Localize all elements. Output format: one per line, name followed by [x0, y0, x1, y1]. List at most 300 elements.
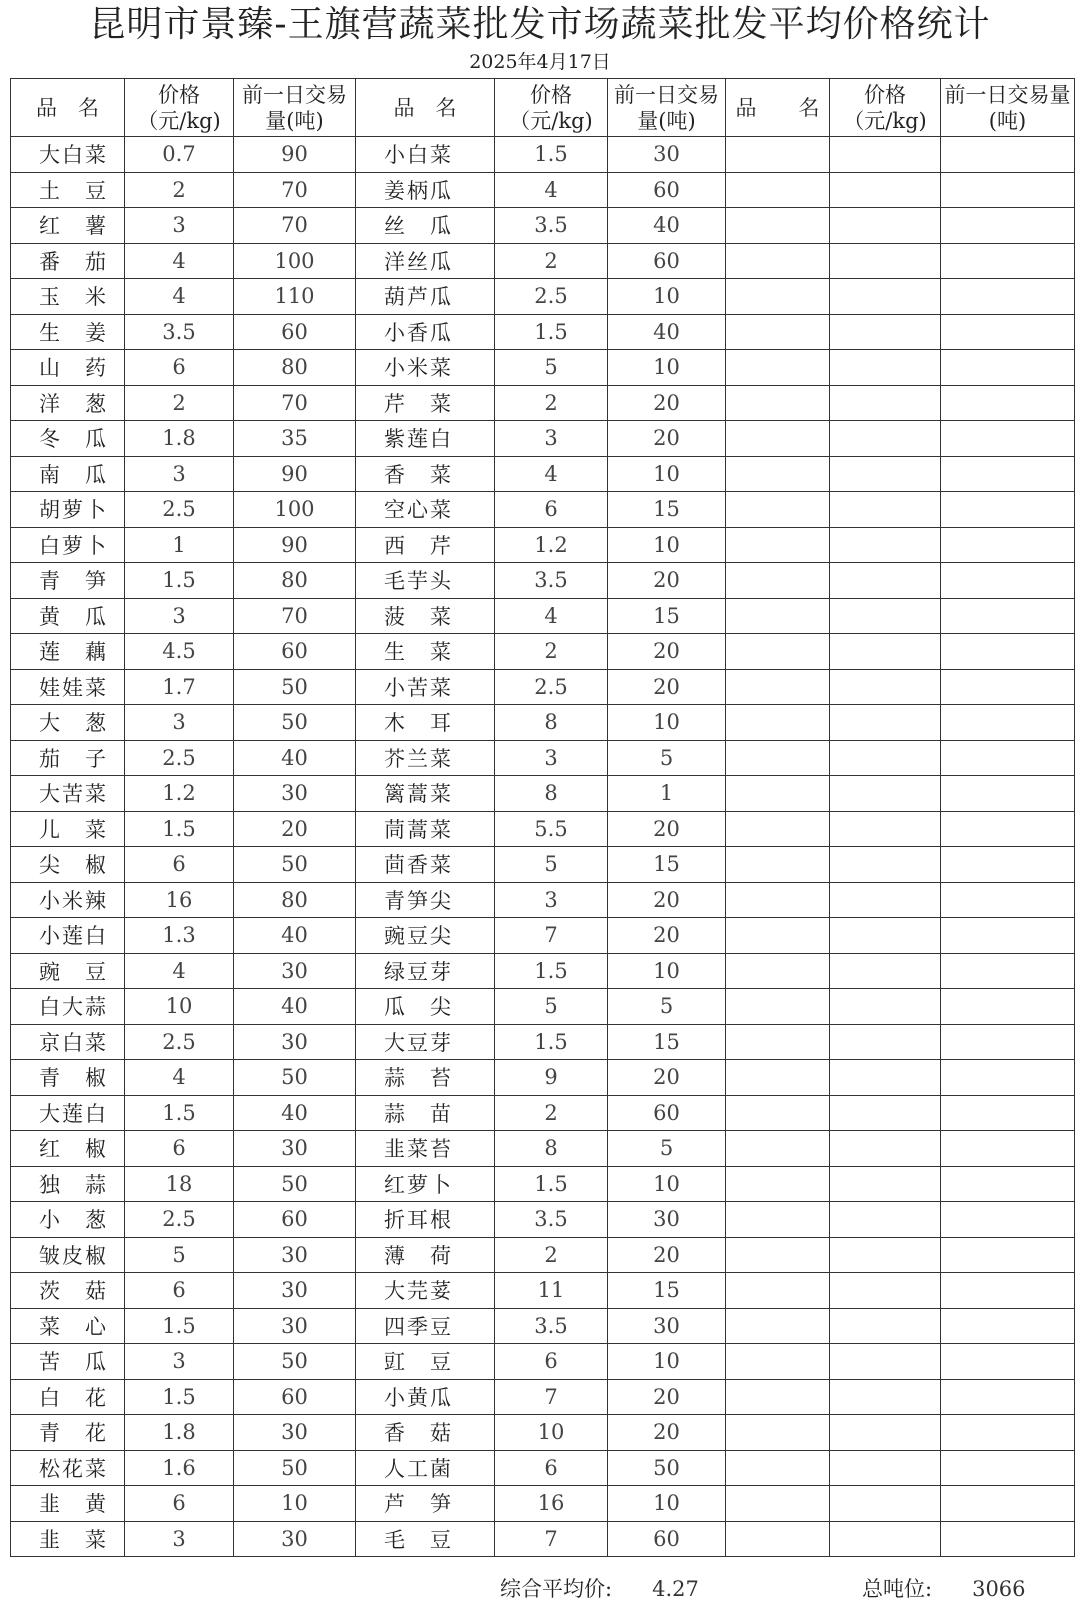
cell-volume: [941, 847, 1075, 883]
cell-volume: 15: [608, 847, 726, 883]
cell-volume: 35: [234, 421, 356, 457]
cell-volume: [941, 634, 1075, 670]
cell-name: [726, 918, 830, 954]
cell-name: [726, 1450, 830, 1486]
cell-price: 2: [495, 1237, 608, 1273]
cell-volume: 5: [608, 1131, 726, 1167]
cell-volume: [941, 1202, 1075, 1238]
header-name: 品 名: [726, 79, 830, 137]
cell-volume: 30: [234, 1131, 356, 1167]
cell-name: 青 椒: [11, 1060, 125, 1096]
cell-price: [830, 1415, 941, 1451]
cell-price: [830, 1060, 941, 1096]
cell-price: 6: [495, 1450, 608, 1486]
cell-volume: [941, 527, 1075, 563]
cell-name: 儿 菜: [11, 811, 125, 847]
cell-price: 1.5: [125, 811, 234, 847]
cell-price: [830, 811, 941, 847]
cell-volume: 50: [234, 705, 356, 741]
average-price-label: 综合平均价:: [500, 1577, 613, 1601]
cell-name: 小白菜: [356, 137, 495, 173]
cell-name: [726, 1415, 830, 1451]
cell-price: 10: [495, 1415, 608, 1451]
cell-name: [726, 989, 830, 1025]
cell-price: 2.5: [125, 1024, 234, 1060]
cell-price: [830, 137, 941, 173]
cell-volume: [941, 776, 1075, 812]
cell-volume: 70: [234, 598, 356, 634]
cell-volume: 40: [234, 740, 356, 776]
cell-name: 红萝卜: [356, 1166, 495, 1202]
cell-price: [830, 598, 941, 634]
cell-name: [726, 385, 830, 421]
cell-volume: 60: [234, 314, 356, 350]
cell-name: [726, 740, 830, 776]
cell-price: [830, 1095, 941, 1131]
header-price: 价格（元/kg): [830, 79, 941, 137]
cell-name: 香 菜: [356, 456, 495, 492]
cell-price: 6: [495, 1344, 608, 1380]
cell-price: [830, 705, 941, 741]
table-row: [11, 1095, 1075, 1131]
cell-price: 10: [125, 989, 234, 1025]
cell-name: 京白菜: [11, 1024, 125, 1060]
cell-name: 红 椒: [11, 1131, 125, 1167]
cell-price: [830, 918, 941, 954]
cell-name: 苦 瓜: [11, 1344, 125, 1380]
cell-price: [830, 385, 941, 421]
cell-name: 青 笋: [11, 563, 125, 599]
cell-volume: 40: [234, 989, 356, 1025]
header-volume: 前一日交易量(吨): [234, 79, 356, 137]
cell-name: 大莲白: [11, 1095, 125, 1131]
cell-price: [830, 953, 941, 989]
cell-volume: 10: [608, 279, 726, 315]
cell-price: 2: [495, 243, 608, 279]
cell-price: 3.5: [495, 1308, 608, 1344]
cell-name: 大 葱: [11, 705, 125, 741]
cell-volume: 20: [608, 1415, 726, 1451]
cell-name: 大白菜: [11, 137, 125, 173]
cell-price: [830, 1166, 941, 1202]
cell-name: [726, 1308, 830, 1344]
cell-name: [726, 208, 830, 244]
cell-name: 人工菌: [356, 1450, 495, 1486]
table-row: [11, 527, 1075, 563]
cell-name: [726, 527, 830, 563]
cell-volume: [941, 563, 1075, 599]
cell-name: 瓜 尖: [356, 989, 495, 1025]
report-date: 2025年4月17日: [469, 51, 611, 73]
cell-name: [726, 1202, 830, 1238]
cell-price: 3.5: [495, 563, 608, 599]
cell-price: [830, 456, 941, 492]
cell-volume: 30: [234, 1521, 356, 1557]
header-name: 品 名: [356, 79, 495, 137]
cell-price: 6: [125, 1131, 234, 1167]
cell-name: 菜 心: [11, 1308, 125, 1344]
cell-name: 四季豆: [356, 1308, 495, 1344]
cell-price: 4: [125, 243, 234, 279]
cell-volume: [941, 385, 1075, 421]
cell-name: [726, 811, 830, 847]
cell-volume: 70: [234, 172, 356, 208]
cell-price: [830, 1308, 941, 1344]
cell-price: 2: [495, 634, 608, 670]
cell-price: [830, 1521, 941, 1557]
cell-volume: [941, 137, 1075, 173]
cell-price: 2.5: [125, 492, 234, 528]
cell-name: [726, 243, 830, 279]
cell-volume: 10: [608, 705, 726, 741]
table-row: [11, 1486, 1075, 1522]
cell-price: 2: [125, 385, 234, 421]
cell-price: [830, 279, 941, 315]
price-table: [10, 78, 1075, 1557]
cell-price: [830, 1344, 941, 1380]
cell-volume: [941, 1273, 1075, 1309]
cell-price: 4: [495, 456, 608, 492]
cell-name: [726, 1131, 830, 1167]
cell-volume: 60: [234, 634, 356, 670]
cell-price: 1.2: [125, 776, 234, 812]
cell-price: [830, 1450, 941, 1486]
cell-volume: [941, 1415, 1075, 1451]
cell-price: 6: [125, 1486, 234, 1522]
cell-volume: [941, 740, 1075, 776]
cell-name: 洋 葱: [11, 385, 125, 421]
cell-volume: 90: [234, 137, 356, 173]
cell-name: 白大蒜: [11, 989, 125, 1025]
cell-name: 山 药: [11, 350, 125, 386]
cell-name: [726, 1521, 830, 1557]
cell-price: 1.5: [495, 953, 608, 989]
cell-name: [726, 350, 830, 386]
table-row: [11, 279, 1075, 315]
cell-price: [830, 989, 941, 1025]
cell-name: 大苦菜: [11, 776, 125, 812]
cell-volume: 50: [234, 847, 356, 883]
cell-volume: 10: [608, 1166, 726, 1202]
cell-volume: 50: [234, 669, 356, 705]
cell-price: [830, 421, 941, 457]
cell-name: [726, 1095, 830, 1131]
cell-price: 1.8: [125, 421, 234, 457]
table-row: [11, 385, 1075, 421]
cell-name: 胡萝卜: [11, 492, 125, 528]
cell-name: 黄 瓜: [11, 598, 125, 634]
cell-volume: 30: [234, 1273, 356, 1309]
cell-price: [830, 1486, 941, 1522]
table-row: [11, 740, 1075, 776]
cell-volume: 20: [608, 811, 726, 847]
average-price-value: 4.27: [652, 1577, 699, 1601]
cell-price: 4: [125, 279, 234, 315]
cell-price: [830, 847, 941, 883]
cell-volume: 30: [234, 1024, 356, 1060]
cell-volume: 20: [608, 421, 726, 457]
cell-name: 小莲白: [11, 918, 125, 954]
table-row: [11, 1131, 1075, 1167]
cell-price: 5: [125, 1237, 234, 1273]
cell-price: 4: [495, 172, 608, 208]
cell-price: 3: [125, 456, 234, 492]
cell-name: 韭 黄: [11, 1486, 125, 1522]
cell-volume: 20: [608, 1379, 726, 1415]
cell-price: 18: [125, 1166, 234, 1202]
cell-volume: [941, 705, 1075, 741]
cell-volume: 80: [234, 350, 356, 386]
cell-volume: 20: [608, 1060, 726, 1096]
cell-name: 番 茄: [11, 243, 125, 279]
cell-name: [726, 1237, 830, 1273]
cell-name: [726, 1344, 830, 1380]
cell-volume: 30: [608, 1202, 726, 1238]
cell-price: 7: [495, 918, 608, 954]
cell-price: 5.5: [495, 811, 608, 847]
table-row: [11, 1237, 1075, 1273]
cell-volume: [941, 1521, 1075, 1557]
cell-volume: 60: [608, 1521, 726, 1557]
cell-name: 松花菜: [11, 1450, 125, 1486]
cell-volume: 30: [234, 1415, 356, 1451]
table-row: [11, 243, 1075, 279]
total-tonnage: [862, 1575, 1026, 1603]
cell-volume: 90: [234, 456, 356, 492]
cell-name: 西 芹: [356, 527, 495, 563]
cell-volume: 30: [234, 953, 356, 989]
cell-volume: [941, 669, 1075, 705]
cell-price: 6: [495, 492, 608, 528]
cell-name: 青 花: [11, 1415, 125, 1451]
cell-name: 土 豆: [11, 172, 125, 208]
table-row: [11, 1308, 1075, 1344]
cell-name: [726, 1273, 830, 1309]
cell-name: 生 菜: [356, 634, 495, 670]
cell-volume: 30: [234, 776, 356, 812]
cell-name: 小苦菜: [356, 669, 495, 705]
cell-name: 紫莲白: [356, 421, 495, 457]
table-row: [11, 776, 1075, 812]
cell-name: [726, 456, 830, 492]
cell-volume: [941, 172, 1075, 208]
cell-price: 4: [125, 1060, 234, 1096]
cell-price: 3: [495, 421, 608, 457]
cell-price: 1.5: [495, 1024, 608, 1060]
table-row: [11, 705, 1075, 741]
cell-name: 小米辣: [11, 882, 125, 918]
cell-volume: 5: [608, 989, 726, 1025]
cell-volume: [941, 456, 1075, 492]
cell-name: [726, 137, 830, 173]
cell-name: 娃娃菜: [11, 669, 125, 705]
cell-price: [830, 208, 941, 244]
cell-price: 5: [495, 847, 608, 883]
cell-name: 冬 瓜: [11, 421, 125, 457]
cell-name: 茴香菜: [356, 847, 495, 883]
table-row: [11, 811, 1075, 847]
cell-volume: [941, 1024, 1075, 1060]
cell-volume: [941, 1486, 1075, 1522]
cell-volume: [941, 1344, 1075, 1380]
cell-name: 薄 荷: [356, 1237, 495, 1273]
cell-price: 1.5: [125, 563, 234, 599]
cell-volume: 10: [608, 1486, 726, 1522]
cell-price: 1.5: [495, 137, 608, 173]
cell-volume: 60: [608, 172, 726, 208]
cell-price: 1.3: [125, 918, 234, 954]
cell-volume: 60: [608, 243, 726, 279]
cell-name: 玉 米: [11, 279, 125, 315]
cell-name: 南 瓜: [11, 456, 125, 492]
cell-price: 8: [495, 1131, 608, 1167]
cell-name: 菠 菜: [356, 598, 495, 634]
total-tonnage-value: 3066: [972, 1577, 1026, 1601]
cell-name: 豌 豆: [11, 953, 125, 989]
cell-name: [726, 847, 830, 883]
cell-price: 0.7: [125, 137, 234, 173]
cell-volume: [941, 1450, 1075, 1486]
cell-price: 6: [125, 350, 234, 386]
cell-volume: 30: [234, 1237, 356, 1273]
cell-price: 3: [495, 882, 608, 918]
cell-name: [726, 1486, 830, 1522]
average-price: [500, 1575, 699, 1603]
cell-volume: 20: [608, 669, 726, 705]
cell-price: 9: [495, 1060, 608, 1096]
table-row: [11, 1344, 1075, 1380]
cell-name: 绿豆芽: [356, 953, 495, 989]
cell-volume: 15: [608, 598, 726, 634]
cell-price: 7: [495, 1521, 608, 1557]
cell-name: 毛 豆: [356, 1521, 495, 1557]
cell-name: [726, 172, 830, 208]
table-row: [11, 847, 1075, 883]
cell-price: [830, 1202, 941, 1238]
table-row: [11, 1024, 1075, 1060]
cell-name: 小 葱: [11, 1202, 125, 1238]
cell-name: [726, 314, 830, 350]
cell-volume: [941, 1308, 1075, 1344]
cell-name: 皱皮椒: [11, 1237, 125, 1273]
cell-price: [830, 350, 941, 386]
table-row: [11, 918, 1075, 954]
table-row: [11, 1521, 1075, 1557]
cell-price: 3: [125, 208, 234, 244]
cell-volume: 10: [608, 953, 726, 989]
cell-price: 6: [125, 847, 234, 883]
cell-price: [830, 527, 941, 563]
cell-volume: 15: [608, 492, 726, 528]
cell-price: 16: [125, 882, 234, 918]
cell-name: 芥兰菜: [356, 740, 495, 776]
cell-name: [726, 421, 830, 457]
cell-volume: 30: [608, 1308, 726, 1344]
cell-volume: 60: [608, 1095, 726, 1131]
cell-name: 尖 椒: [11, 847, 125, 883]
cell-name: [726, 882, 830, 918]
cell-price: [830, 1131, 941, 1167]
table-row: [11, 634, 1075, 670]
cell-price: 1.5: [495, 1166, 608, 1202]
cell-name: 韭菜苔: [356, 1131, 495, 1167]
cell-name: 丝 瓜: [356, 208, 495, 244]
cell-price: 3: [125, 1344, 234, 1380]
cell-name: 青笋尖: [356, 882, 495, 918]
cell-price: [830, 1379, 941, 1415]
cell-price: 1.7: [125, 669, 234, 705]
table-row: [11, 598, 1075, 634]
cell-volume: [941, 492, 1075, 528]
cell-price: 2.5: [125, 1202, 234, 1238]
cell-volume: [941, 989, 1075, 1025]
table-row: [11, 882, 1075, 918]
cell-volume: [941, 918, 1075, 954]
table-row: [11, 137, 1075, 173]
cell-volume: 1: [608, 776, 726, 812]
header-name: 品 名: [11, 79, 125, 137]
cell-name: 白萝卜: [11, 527, 125, 563]
header-volume: 前一日交易量(吨): [941, 79, 1075, 137]
cell-price: [830, 1024, 941, 1060]
cell-price: 3: [495, 740, 608, 776]
cell-name: [726, 705, 830, 741]
cell-price: 16: [495, 1486, 608, 1522]
cell-volume: 10: [608, 527, 726, 563]
cell-price: [830, 243, 941, 279]
cell-price: 4: [125, 953, 234, 989]
cell-name: 莲 藕: [11, 634, 125, 670]
cell-name: 葫芦瓜: [356, 279, 495, 315]
cell-price: 3.5: [125, 314, 234, 350]
cell-price: 5: [495, 350, 608, 386]
cell-volume: 20: [234, 811, 356, 847]
cell-price: 3: [125, 598, 234, 634]
cell-price: 1.2: [495, 527, 608, 563]
cell-name: 大芫荽: [356, 1273, 495, 1309]
cell-name: 豇 豆: [356, 1344, 495, 1380]
cell-name: [726, 1379, 830, 1415]
cell-volume: 50: [608, 1450, 726, 1486]
cell-volume: [941, 1095, 1075, 1131]
cell-price: 1.5: [495, 314, 608, 350]
cell-price: 1.6: [125, 1450, 234, 1486]
cell-price: 7: [495, 1379, 608, 1415]
cell-volume: [941, 882, 1075, 918]
cell-volume: [941, 279, 1075, 315]
table-row: [11, 492, 1075, 528]
cell-name: 蒜 苔: [356, 1060, 495, 1096]
cell-price: [830, 314, 941, 350]
header-row: [11, 79, 1075, 137]
cell-volume: 20: [608, 385, 726, 421]
cell-volume: 80: [234, 882, 356, 918]
cell-price: [830, 492, 941, 528]
cell-volume: [941, 811, 1075, 847]
table-row: [11, 1166, 1075, 1202]
cell-price: [830, 882, 941, 918]
cell-volume: [941, 1060, 1075, 1096]
cell-volume: 10: [608, 1344, 726, 1380]
cell-price: 3.5: [495, 1202, 608, 1238]
cell-price: 1.5: [125, 1308, 234, 1344]
cell-name: [726, 953, 830, 989]
cell-name: [726, 279, 830, 315]
table-row: [11, 953, 1075, 989]
cell-price: 11: [495, 1273, 608, 1309]
cell-volume: [941, 1379, 1075, 1415]
cell-name: [726, 669, 830, 705]
